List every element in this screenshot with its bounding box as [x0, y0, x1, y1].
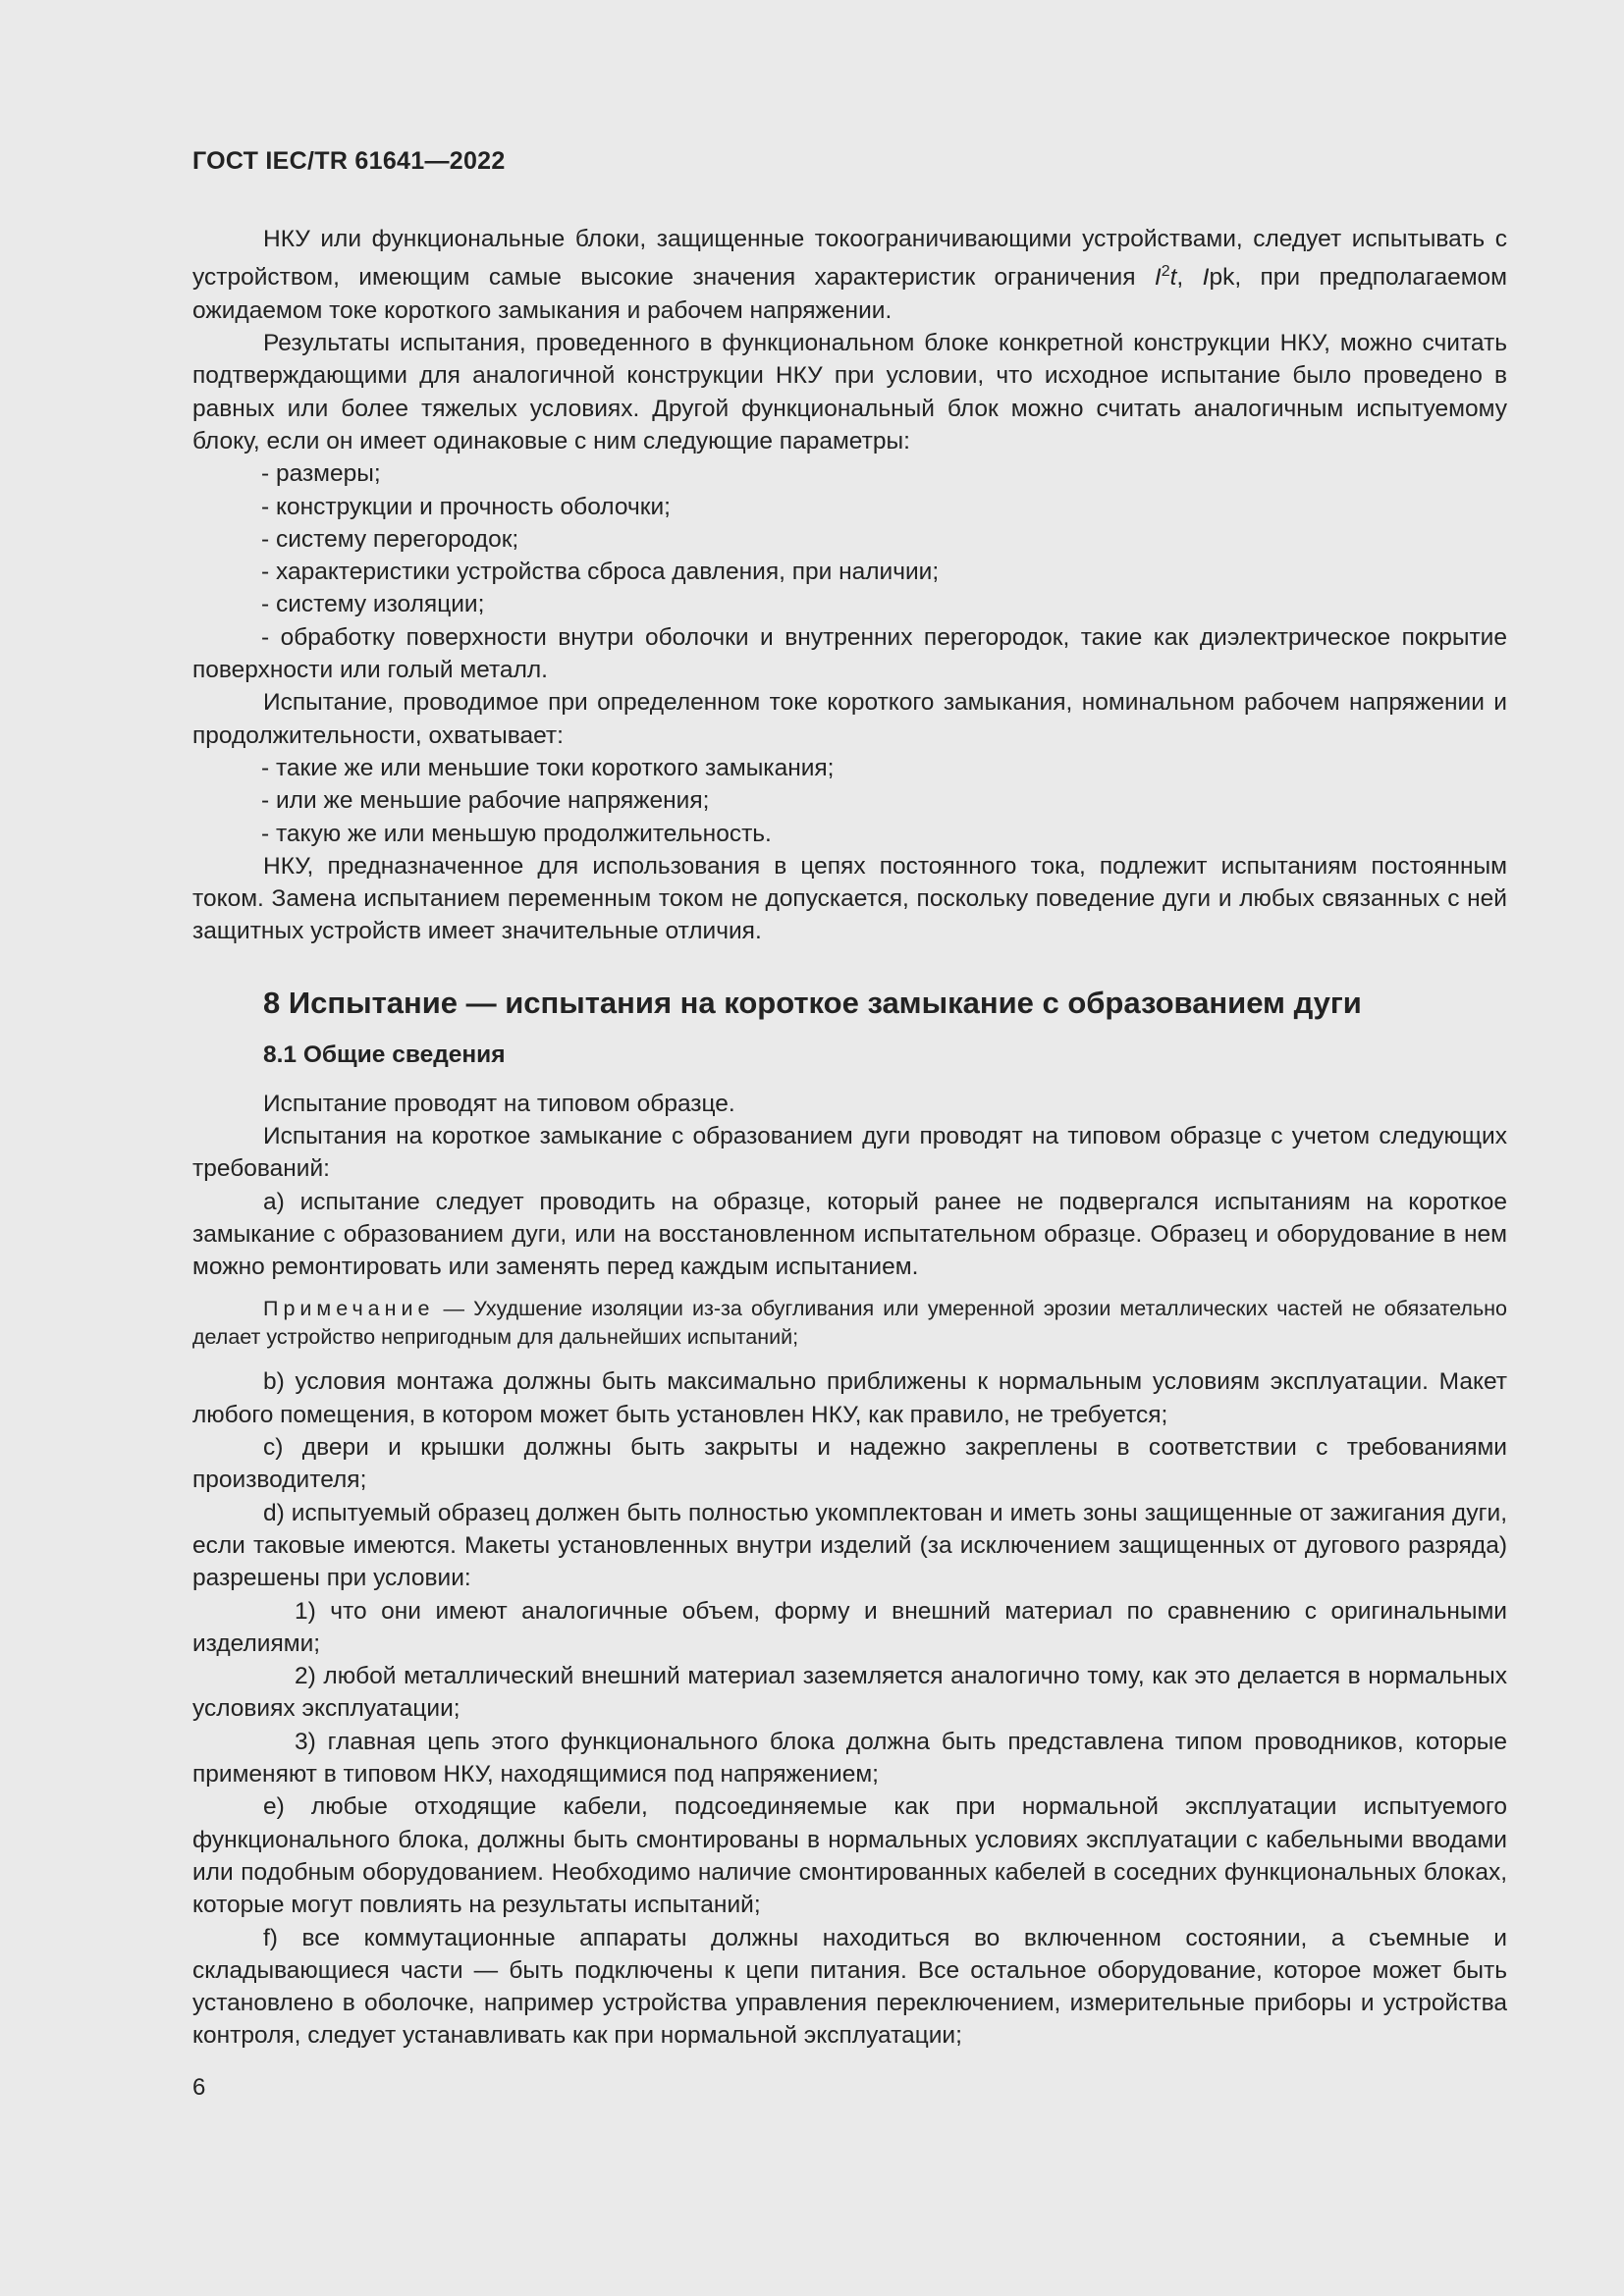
requirement-item-a: a) испытание следует проводить на образце, который ранее не подвергался испытаниям на короткое замыкание с образованием дуги, или на восстановленном испытательном образце. Образец и оборудование в нем можно ремонтировать или заменять перед каждым испытанием. — [192, 1188, 1507, 1281]
list-item: - размеры; — [261, 460, 381, 488]
paragraph-results: Результаты испытания, проведенного в функциональном блоке конкретной конструкции НКУ, можно считать подтверждающими для аналогичной конструкции НКУ при условии, что исходное испытание было проведено в равных или более тяжелых условиях. Другой функциональный блок можно считать аналогичным испытуемому блоку, если он имеет одинаковые с ним следующие параметры: — [192, 330, 1507, 454]
requirement-item-f: f) все коммутационные аппараты должны находиться во включенном состоянии, а съемные и складывающиеся части — быть подключены к цепи питания. Все остальное оборудование, которое может быть установлено в оболочке, например устройства управления переключением, измерительные приборы и устройства контроля, следует устанавливать как при нормальной эксплуатации; — [192, 1924, 1507, 2050]
requirement-item-c: c) двери и крышки должны быть закрыты и надежно закреплены в соответствии с требованиями производителя; — [192, 1434, 1507, 1494]
requirement-item-b: b) условия монтажа должны быть максимально приближены к нормальным условиям эксплуатации. Макет любого помещения, в котором может быть установлен НКУ, как правило, не требуется; — [192, 1368, 1507, 1428]
list-item: - конструкции и прочность оболочки; — [261, 493, 671, 520]
paragraph-requirements: Испытания на короткое замыкание с образованием дуги проводят на типовом образце с учетом следующих требований: — [192, 1122, 1507, 1183]
note-text: — Ухудшение изоляции из-за обугливания или умеренной эрозии металлических частей не обязательно делает устройство непригодным для дальнейших испытаний; — [192, 1297, 1507, 1350]
list-item: - такие же или меньшие токи короткого замыкания; — [261, 754, 835, 781]
list-item: - такую же или меньшую продолжительность. — [261, 820, 772, 847]
paragraph-dc: НКУ, предназначенное для использования в цепях постоянного тока, подлежит испытаниям постоянным током. Замена испытанием переменным током не допускается, поскольку поведение дуги и любых связанных с ней защитных устройств имеет значительные отличия. — [192, 852, 1507, 945]
note-label: Примечание — [263, 1297, 435, 1321]
note — [192, 1295, 1507, 1352]
sub-item: 1) что они имеют аналогичные объем, форму и внешний материал по сравнению с оригинальными изделиями; — [192, 1597, 1507, 1657]
list-item: - систему изоляции; — [261, 591, 485, 618]
paragraph-test-covers: Испытание, проводимое при определенном токе короткого замыкания, номинальном рабочем напряжении и продолжительности, охватывает: — [192, 689, 1507, 749]
list-item: - систему перегородок; — [261, 525, 519, 553]
requirement-item-d: d) испытуемый образец должен быть полностью укомплектован и иметь зоны защищенные от зажигания дуги, если таковые имеются. Макеты установленных внутри изделий (за исключением защищенных от дугового разряда) разрешены при условии: — [192, 1499, 1507, 1592]
page-number: 6 — [192, 2074, 206, 2101]
list-item: - обработку поверхности внутри оболочки и внутренних перегородок, такие как диэлектрическое покрытие поверхности или голый металл. — [192, 623, 1507, 684]
section-heading-8: 8 Испытание — испытания на короткое замыкание с образованием дуги — [263, 985, 1362, 1020]
sub-item: 2) любой металлический внешний материал заземляется аналогично тому, как это делается в нормальных условиях эксплуатации; — [192, 1663, 1507, 1723]
paragraph-current-limiting: НКУ или функциональные блоки, защищенные токоограничивающими устройствами, следует испытывать с устройством, имеющим самые высокие значения характеристик ограничения $I^2t$, Ipk, при предполагаемом ожидаемом токе короткого замыкания и рабочем напряжении. — [192, 226, 1508, 324]
sub-item: 3) главная цепь этого функционального блока должна быть представлена типом проводников, которые применяют в типовом НКУ, находящимися под напряжением; — [192, 1728, 1507, 1789]
paragraph-type-sample: Испытание проводят на типовом образце. — [263, 1090, 735, 1117]
document-header: ГОСТ IEC/TR 61641—2022 — [192, 147, 506, 175]
document-body — [192, 223, 1507, 2053]
list-item: - характеристики устройства сброса давления, при наличии; — [261, 559, 940, 586]
requirement-item-e: e) любые отходящие кабели, подсоединяемые как при нормальной эксплуатации испытуемого функционального блока, должны быть смонтированы в нормальных условиях эксплуатации с кабельными вводами или подобным оборудованием. Необходимо наличие смонтированных кабелей в соседних функциональных блоках, которые могут повлиять на результаты испытаний; — [192, 1793, 1507, 1919]
subsection-heading-8-1: 8.1 Общие сведения — [263, 1041, 506, 1068]
list-item: - или же меньшие рабочие напряжения; — [261, 787, 710, 815]
